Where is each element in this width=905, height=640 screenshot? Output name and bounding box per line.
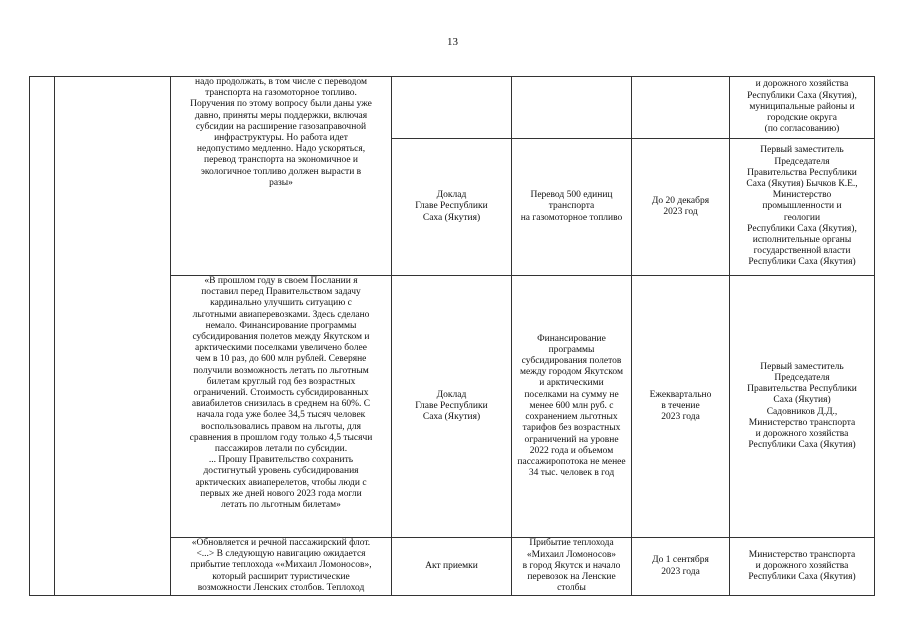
quote-text: «Обновляется и речной пассажирский флот. <...> В следующую навигацию ожидается прибытие теплохода ««Михаил Ломоносов», который расширит туристические возможности Ленских столбов. Теплоход <box>190 538 372 593</box>
deadline-cell: До 1 сентября 2023 года <box>632 538 730 596</box>
deadline-cell: Ежеквартально в течение 2023 года <box>632 276 730 538</box>
quote-cell <box>171 538 392 596</box>
responsible-cell: Первый заместитель Председателя Правительства Республики Саха (Якутия) Бычков К.Е., Министерство промышленности и геологии Республики Саха (Якутия), исполнительные органы государственной власти Республики Саха (Якутия) <box>730 139 875 276</box>
result-cell <box>512 77 632 139</box>
form-cell <box>392 77 512 139</box>
direction-cell <box>55 77 171 596</box>
result-cell: Перевод 500 единиц транспорта на газомоторное топливо <box>512 139 632 276</box>
responsible-cell: и дорожного хозяйства Республики Саха (Якутия), муниципальные районы и городские округа (по согласованию) <box>730 77 875 139</box>
measures-table <box>29 76 875 596</box>
responsible-cell: Министерство транспорта и дорожного хозяйства Республики Саха (Якутия) <box>730 538 875 596</box>
number-cell <box>30 77 55 596</box>
responsible-cell: Первый заместитель Председателя Правительства Республики Саха (Якутия) Садовников Д.Д., Министерство транспорта и дорожного хозяйства Республики Саха (Якутия) <box>730 276 875 538</box>
quote-cell <box>171 276 392 538</box>
quote-text: «В прошлом году в своем Послании я поставил перед Правительством задачу кардинально улучшить ситуацию с льготными авиаперевозками. Здесь сделано немало. Финансирование программы субсидирования полетов между Якутском и арктическими поселками увеличено более чем в 10 раз, до 600 млн рублей. Северяне получили возможность летать по льготным билетам круглый год без возрастных ограничений. Стоимость субсидированных авиабилетов снизилась в среднем на 60%. С начала года уже более 34,5 тысяч человек воспользовались правом на льготы, для сравнения в прошлом году только 4,5 тысячи пассажиров летали по субсидии. ... Прошу Правительство сохранить достигнутый уровень субсидирования арктических авиаперелетов, чтобы люди с первых же дней нового 2023 года могли летать по льготным билетам» <box>189 276 373 511</box>
deadline-cell <box>632 77 730 139</box>
result-cell: Прибытие теплохода «Михаил Ломоносов» в город Якутск и начало перевозок на Ленские столбы <box>512 538 632 596</box>
table-row <box>30 77 875 139</box>
form-cell: Акт приемки <box>392 538 512 596</box>
result-cell: Финансирование программы субсидирования полетов между городом Якутском и арктическими поселками на сумму не менее 600 млн руб. с сохранением льготных тарифов без возрастных ограничений на уровне 2022 года и объемом пассажиропотока не менее 34 тыс. человек в год <box>512 276 632 538</box>
form-cell: Доклад Главе Республики Саха (Якутия) <box>392 139 512 276</box>
quote-cell <box>171 77 392 276</box>
deadline-cell: До 20 декабря 2023 год <box>632 139 730 276</box>
form-cell: Доклад Главе Республики Саха (Якутия) <box>392 276 512 538</box>
page-number: 13 <box>447 36 458 48</box>
quote-text: надо продолжать, в том числе с переводом транспорта на газомоторное топливо. Поручения по этому вопросу были даны уже давно, приняты меры поддержки, включая субсидии на расширение газозаправочной инфраструктуры. Но работа идет недопустимо медленно. Надо ускоряться, перевод транспорта на экономичное и экологичное топливо должен вырасти в разы» <box>190 77 372 188</box>
